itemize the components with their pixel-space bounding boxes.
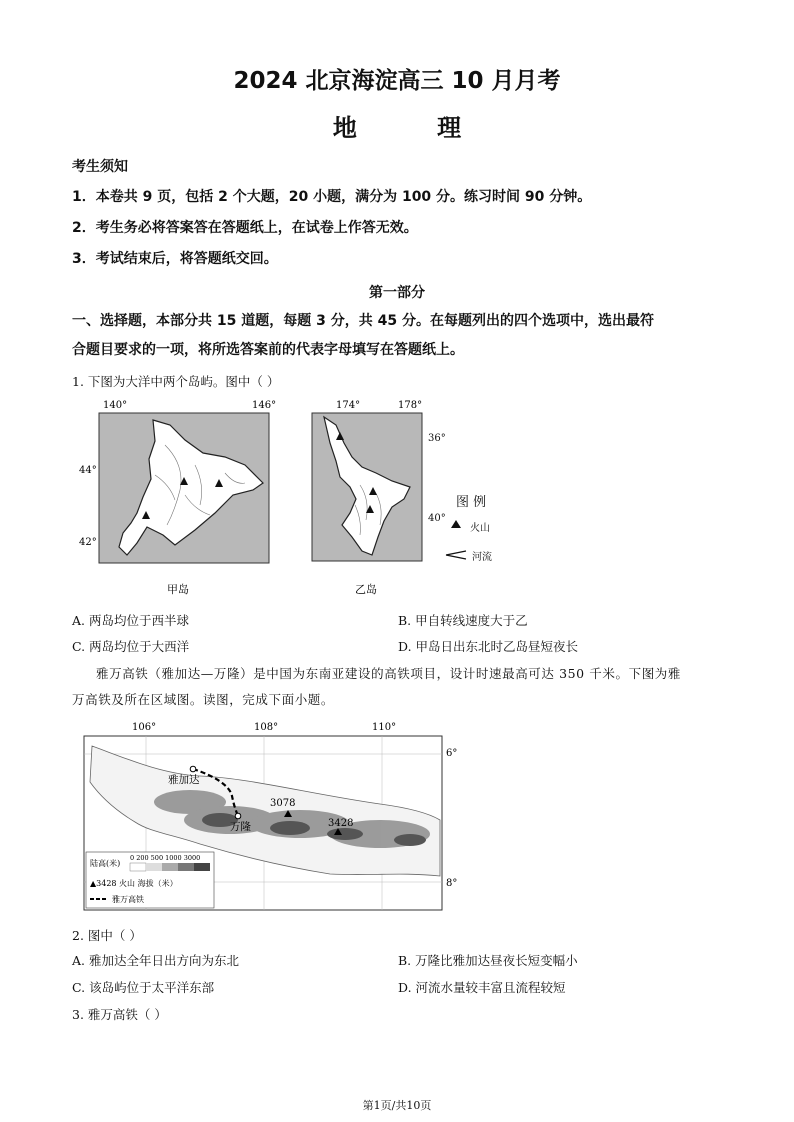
- section-instructions-line1: 一、选择题，本部分共 15 道题，每题 3 分，共 45 分。在每题列出的四个选项中，选出最符: [72, 313, 654, 329]
- peak-3428: 3428: [328, 818, 354, 829]
- bandung-marker: [235, 813, 241, 819]
- page-footer: 第1页/共10页: [362, 1099, 432, 1112]
- map-b-lon-left: 174°: [336, 400, 361, 411]
- q1-option-d[interactable]: D. 甲岛日出东北时乙岛昼短夜长: [398, 639, 579, 654]
- java-lat-6: 6°: [446, 748, 458, 759]
- q1-option-b[interactable]: B. 甲自转线速度大于乙: [398, 613, 528, 628]
- legend-elevation-label: 陆高(米): [90, 859, 121, 868]
- question-1-stem: 1. 下图为大洋中两个岛屿。图中（ ）: [72, 374, 280, 389]
- passage-line-2: 万高铁及所在区域图。读图，完成下面小题。: [72, 692, 335, 707]
- part-title: 第一部分: [369, 285, 425, 301]
- q2-option-a[interactable]: A. 雅加达全年日出方向为东北: [72, 953, 239, 968]
- legend-river-label: 河流: [472, 552, 492, 563]
- map-a-lat-top: 44°: [79, 465, 97, 476]
- map-b-lat-top: 36°: [428, 433, 446, 444]
- q2-option-d[interactable]: D. 河流水量较丰富且流程较短: [398, 980, 566, 995]
- q2-option-b[interactable]: B. 万隆比雅加达昼夜长短变幅小: [398, 953, 578, 968]
- notice-item-2: 2．考生务必将答案答在答题纸上，在试卷上作答无效。: [72, 220, 418, 236]
- legend-elevation-scale: 0 200 500 1000 3000: [130, 854, 201, 862]
- map-a-lon-right: 146°: [252, 400, 277, 411]
- exam-title: 2024 北京海淀高三 10 月月考: [233, 68, 561, 94]
- notice-heading: 考生须知: [72, 159, 128, 175]
- java-lon-106: 106°: [132, 722, 157, 733]
- legend-railway: 雅万高铁: [112, 895, 144, 904]
- city-jakarta: 雅加达: [168, 774, 200, 786]
- question-2-stem: 2. 图中（ ）: [72, 928, 142, 943]
- q1-option-c[interactable]: C. 两岛均位于大西洋: [72, 639, 190, 654]
- java-lon-110: 110°: [372, 722, 397, 733]
- legend-volcano-elev: ▲3428 火山 海拔（米）: [90, 879, 178, 888]
- map-b-caption: 乙岛: [355, 583, 377, 596]
- q1-option-a[interactable]: A. 两岛均位于西半球: [72, 613, 189, 628]
- java-railway-map: [80, 716, 470, 916]
- section-instructions-line2: 合题目要求的一项，将所选答案前的代表字母填写在答题纸上。: [72, 342, 464, 358]
- legend-volcano-label: 火山: [470, 523, 490, 534]
- passage-line-1: 雅万高铁（雅加达—万隆）是中国为东南亚建设的高铁项目，设计时速最高可达 350 千米。下图为雅: [96, 666, 682, 681]
- map-a-lat-bottom: 42°: [79, 537, 97, 548]
- question-3-stem: 3. 雅万高铁（ ）: [72, 1007, 167, 1022]
- notice-item-1: 1．本卷共 9 页，包括 2 个大题，20 小题，满分为 100 分。练习时间 90 分钟。: [72, 189, 592, 205]
- map-b-lat-bottom: 40°: [428, 513, 446, 524]
- map-jia-island: [75, 395, 285, 600]
- city-bandung: 万隆: [230, 821, 251, 833]
- notice-item-3: 3．考试结束后，将答题纸交回。: [72, 251, 278, 267]
- subject-title: 地 理: [332, 114, 498, 142]
- legend-volcano-icon: [448, 518, 464, 530]
- map-yi-island: [300, 395, 430, 600]
- peak-3078: 3078: [270, 798, 296, 809]
- java-lon-108: 108°: [254, 722, 279, 733]
- legend-river-icon: [444, 549, 468, 561]
- map-b-lon-right: 178°: [398, 400, 423, 411]
- jakarta-marker: [190, 766, 196, 772]
- legend-title: 图 例: [456, 495, 487, 510]
- map-a-lon-left: 140°: [103, 400, 128, 411]
- q2-option-c[interactable]: C. 该岛屿位于太平洋东部: [72, 980, 215, 995]
- map-a-caption: 甲岛: [167, 583, 189, 596]
- java-lat-8: 8°: [446, 878, 458, 889]
